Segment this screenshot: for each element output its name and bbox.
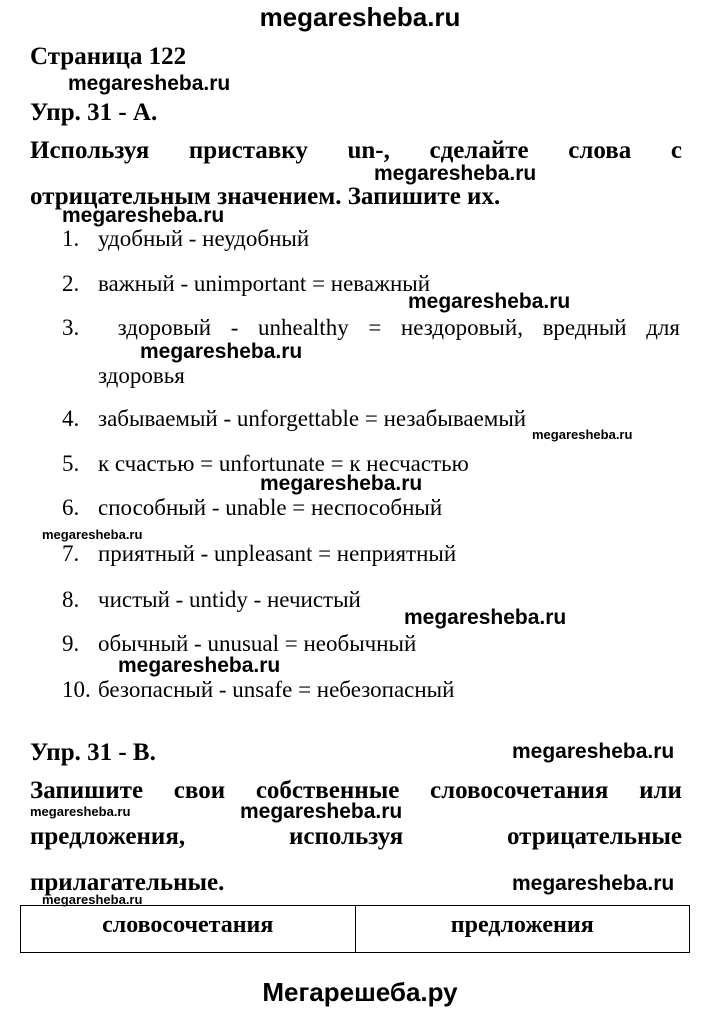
item-text: забываемый - unforgettable = незабываемый	[98, 406, 527, 431]
item-number: 5.	[62, 451, 80, 476]
word: -	[230, 315, 239, 340]
word: =	[368, 315, 382, 340]
word: нездоровый,	[400, 315, 523, 340]
word: с	[670, 137, 682, 164]
word: отрицательные	[507, 823, 682, 850]
item-text: обычный - unusual = необычный	[98, 631, 417, 656]
watermark: megaresheba.ru	[30, 804, 131, 819]
answer-table	[20, 905, 690, 953]
item-text: важный - unimportant = неважный	[98, 271, 431, 296]
item-text: чистый - untidy - нечистый	[98, 587, 361, 612]
word: или	[639, 777, 682, 804]
item-number: 10.	[62, 677, 91, 702]
watermark: megaresheba.ru	[408, 290, 571, 313]
word: свои	[173, 777, 226, 804]
watermark: megaresheba.ru	[374, 162, 537, 185]
word: здоровый	[117, 315, 212, 340]
watermark: megaresheba.ru	[240, 800, 403, 823]
exercise-b-instruction-line3: прилагательные.	[30, 869, 225, 896]
item-number: 3.	[62, 315, 80, 340]
item-number: 4.	[62, 406, 80, 431]
table-header-phrases: словосочетания	[102, 912, 274, 938]
list-item	[62, 494, 680, 522]
page-label: Страница 122	[30, 43, 187, 70]
exercise-a-instruction-line1	[30, 136, 682, 166]
list-item	[62, 225, 680, 253]
item-text: к счастью = unfortunate = к несчастью	[98, 451, 469, 476]
watermark: megaresheba.ru	[62, 204, 225, 227]
watermark: megaresheba.ru	[140, 340, 303, 363]
item-text: удобный - неудобный	[98, 226, 310, 251]
item-number: 6.	[62, 495, 80, 520]
item-number: 7.	[62, 541, 80, 566]
item-text: способный - unable = неспособный	[98, 495, 443, 520]
word: приставку	[188, 137, 308, 164]
item-number: 9.	[62, 631, 80, 656]
word: вредный	[542, 315, 627, 340]
list-item	[62, 586, 680, 614]
exercise-b-title: Упр. 31 - В.	[30, 739, 156, 766]
word: un-,	[347, 137, 390, 164]
word: Используя	[30, 137, 150, 164]
watermark: megaresheba.ru	[42, 527, 143, 542]
item-text: приятный - unpleasant = неприятный	[98, 541, 457, 566]
exercise-a-title: Упр. 31 - А.	[30, 99, 158, 126]
item-number: 8.	[62, 587, 80, 612]
site-watermark-top: megaresheba.ru	[259, 2, 461, 32]
word: собственные	[255, 777, 400, 804]
word: для	[646, 315, 680, 340]
word: предложения,	[30, 823, 186, 850]
list-item	[62, 676, 680, 704]
list-item	[62, 540, 680, 568]
item-number: 1.	[62, 226, 80, 251]
watermark: megaresheba.ru	[404, 606, 567, 629]
word: словосочетания	[430, 777, 609, 804]
exercise-b-instruction-line2	[30, 822, 682, 852]
item-text-continuation: здоровья	[98, 363, 185, 388]
site-watermark-bottom: Мегарешеба.ру	[262, 977, 458, 1007]
table-header-sentences: предложения	[355, 906, 690, 952]
watermark: megaresheba.ru	[260, 472, 423, 495]
watermark: megaresheba.ru	[532, 427, 633, 442]
watermark: megaresheba.ru	[512, 872, 675, 895]
watermark: megaresheba.ru	[42, 892, 143, 907]
word: используя	[288, 823, 404, 850]
watermark: megaresheba.ru	[118, 654, 281, 677]
word: сделайте	[429, 137, 529, 164]
exercise-a-instruction-line2: отрицательным значением. Запишите их.	[30, 183, 501, 210]
item-number: 2.	[62, 271, 80, 296]
watermark: megaresheba.ru	[512, 740, 675, 763]
word: Запишите	[30, 777, 144, 804]
list-item	[62, 270, 680, 298]
item-text: безопасный - unsafe = небезопасный	[98, 677, 455, 702]
word: unhealthy	[258, 315, 349, 340]
watermark: megaresheba.ru	[68, 72, 231, 95]
word: слова	[568, 137, 632, 164]
